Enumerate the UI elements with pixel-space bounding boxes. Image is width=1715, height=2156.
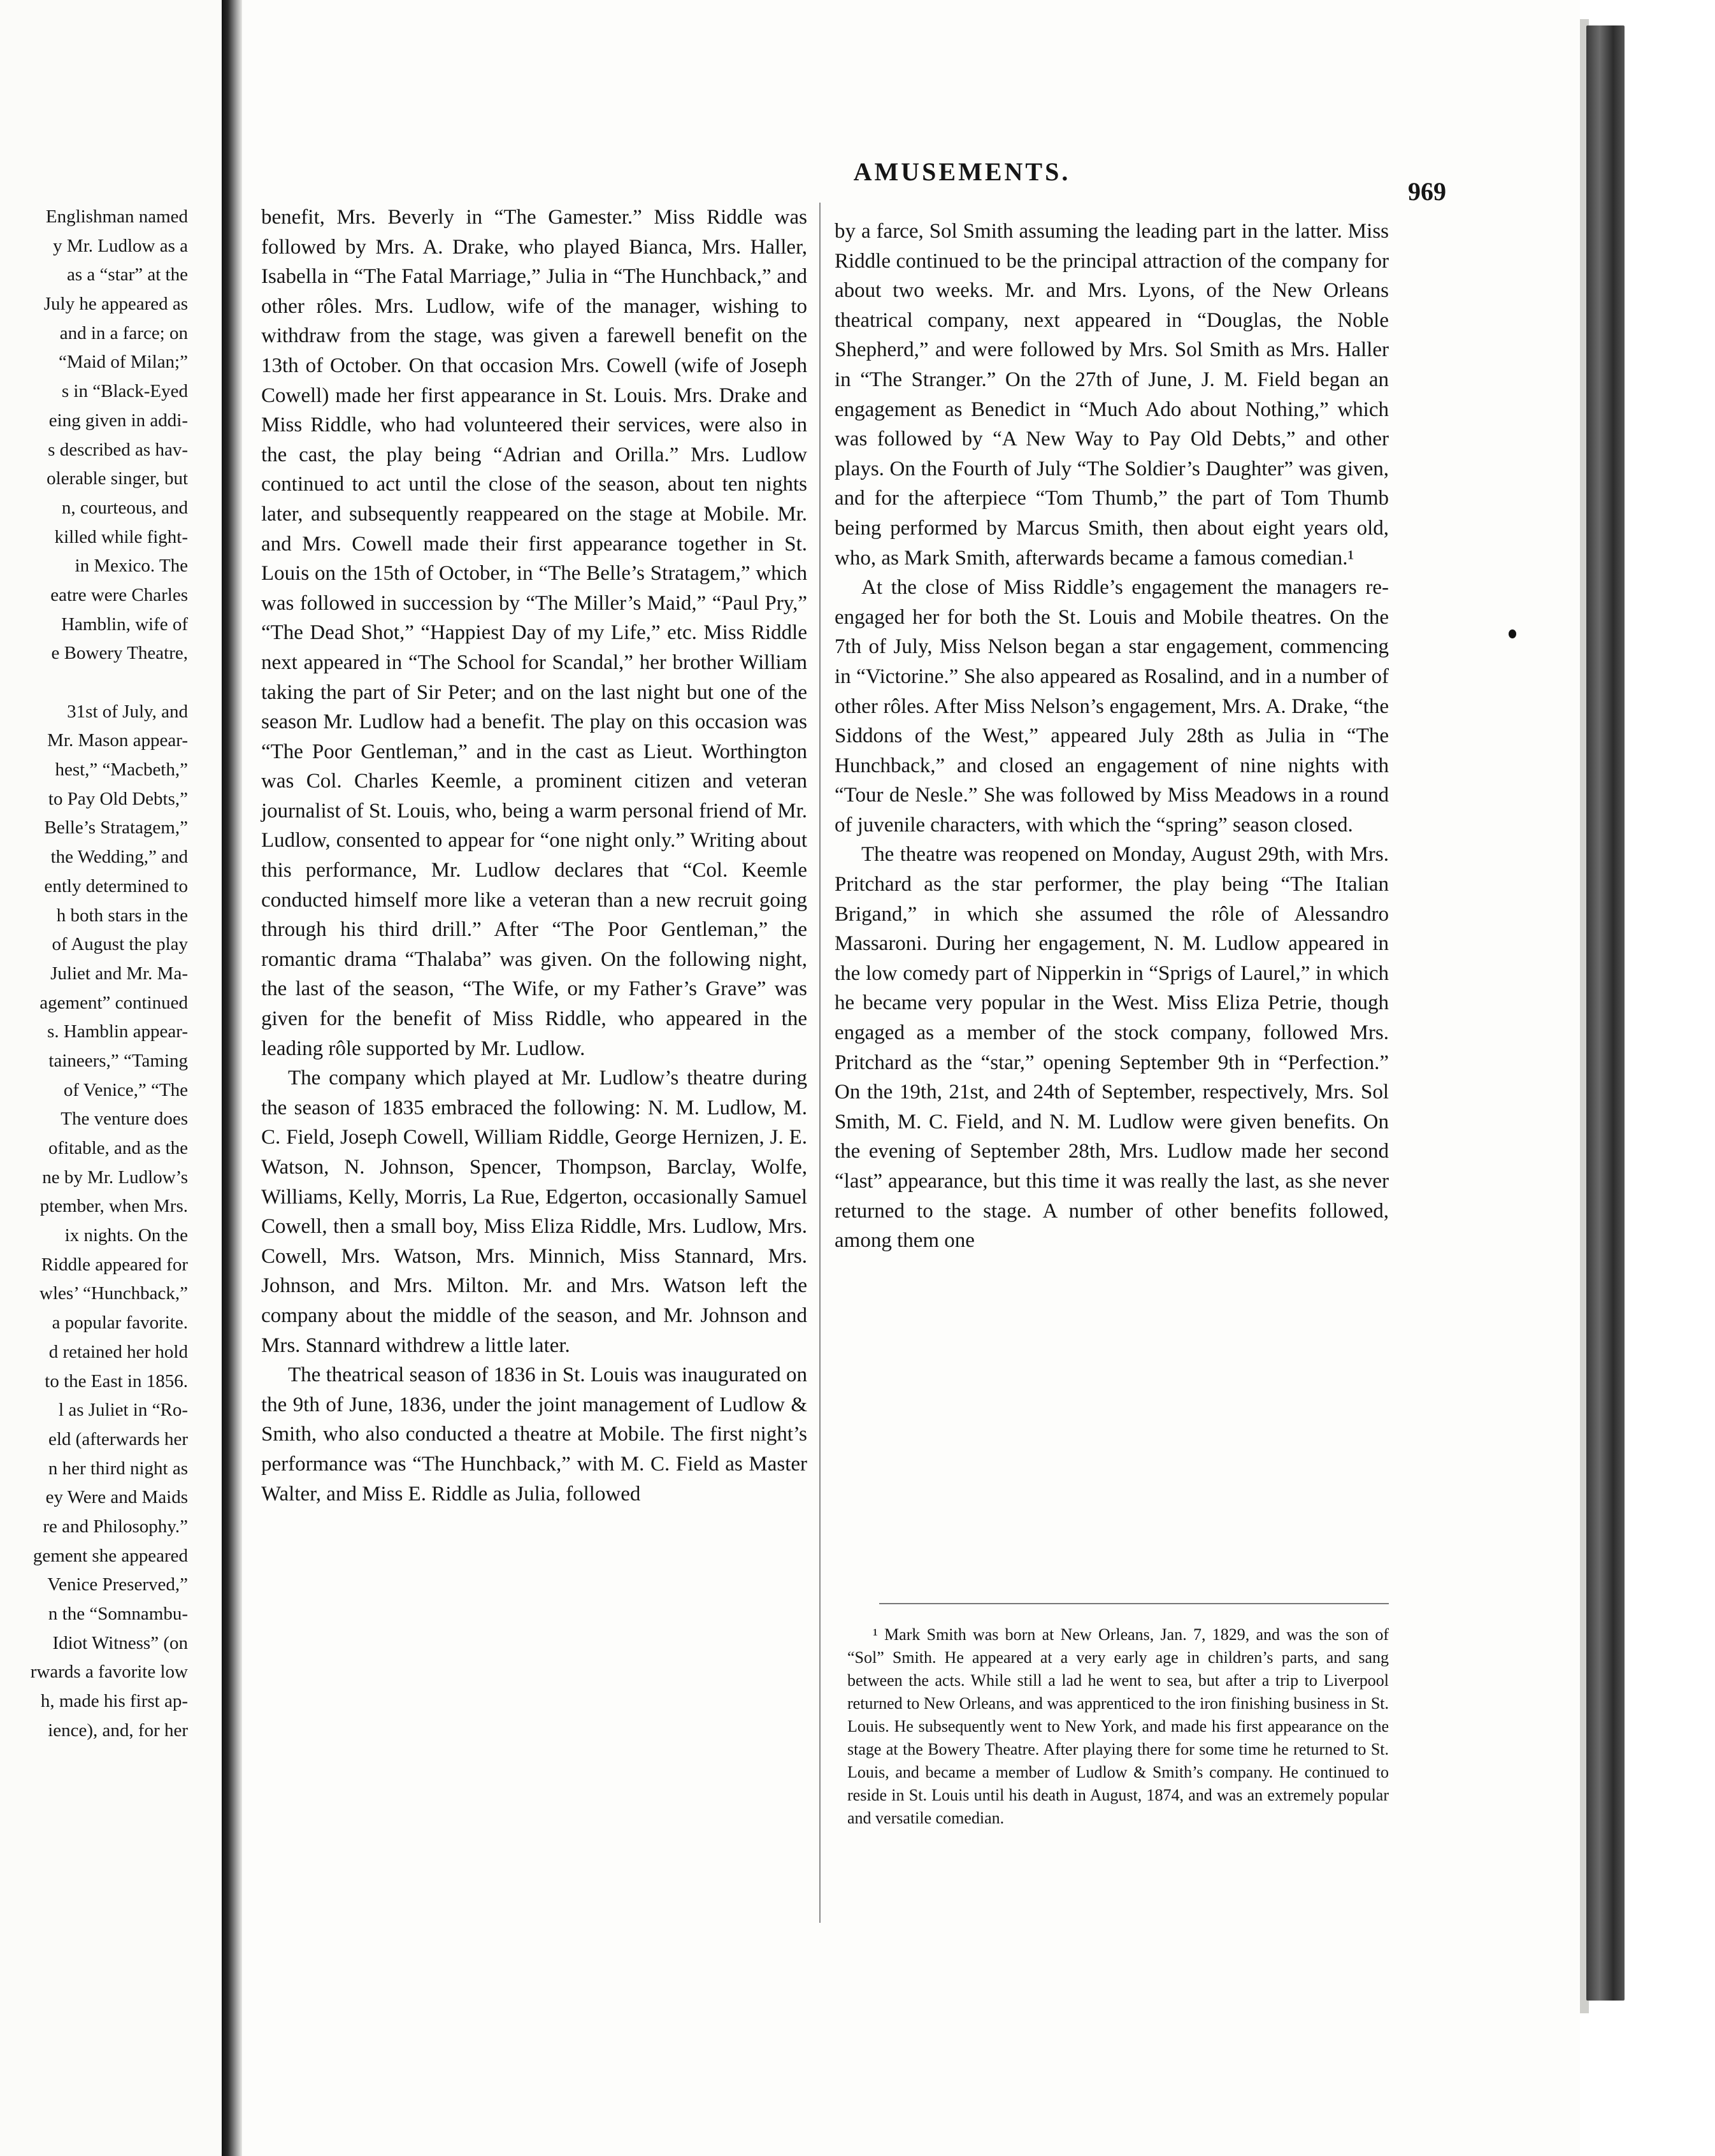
footnote [847, 1623, 1389, 1830]
book-gutter [222, 0, 242, 2156]
main-page [242, 0, 1580, 2156]
facing-page-line: ne by Mr. Ludlow’s [42, 1167, 188, 1188]
facing-page-line: s in “Black-Eyed [61, 381, 188, 402]
facing-page-line: eld (afterwards her [48, 1428, 188, 1449]
facing-page-line: of Venice,” “The [63, 1079, 188, 1100]
footnote-rule [879, 1603, 1389, 1604]
facing-page-line: and in a farce; on [59, 322, 188, 343]
facing-page-line: 31st of July, and [67, 701, 188, 722]
facing-page-line: s. Hamblin appear- [47, 1021, 188, 1042]
facing-page-line: hest,” “Macbeth,” [55, 759, 188, 780]
facing-page-line: Riddle appeared for [41, 1254, 188, 1275]
facing-page-line [0, 668, 188, 698]
facing-page-line: Hamblin, wife of [61, 614, 188, 635]
paragraph: The theatrical season of 1836 in St. Louis was inaugurated on the 9th of June, 1836, under the joint management of Ludlow & Smith, who also conducted a theatre at Mobile. The first night’s performance was “The Hunchback,” with M. C. Field as Master Walter, and Miss E. Riddle as Julia, followed [261, 1363, 807, 1506]
facing-page-line: taineers,” “Taming [48, 1050, 188, 1071]
facing-page-line: n, courteous, and [61, 497, 188, 518]
facing-page-line: in Mexico. The [75, 556, 188, 577]
facing-page-line: wles’ “Hunchback,” [39, 1283, 188, 1304]
facing-page-line: s described as hav- [48, 439, 188, 460]
paragraph: benefit, Mrs. Beverly in “The Gamester.” Miss Riddle was followed by Mrs. A. Drake, who played Bianca, Mrs. Haller, Isabella in “The Fatal Marriage,” Julia in “The Hunchback,” and other rôles. Mrs. Ludlow, wife of the manager, wishing to withdraw from the stage, was given a farewell benefit on the 13th of October. On that occasion Mrs. Cowell (wife of Joseph Cowell) made her first appearance in St. Louis. Mrs. Drake and Miss Riddle, who had volunteered their services, were also in the cast, the play being “Adrian and Orilla.” Mrs. Ludlow continued to act until the close of the season, about ten nights later, and subsequently reappeared on the stage at Mobile. Mr. and Mrs. Cowell made their first appearance together in St. Louis on the 15th of October, in “The Belle’s Stratagem,” which was followed in succession by “The Miller’s Maid,” “Paul Pry,” “The Dead Shot,” “Happiest Day of my Life,” etc. Miss Riddle next appeared in “The School for Scandal,” her brother William taking the part of Sir Peter; and on the last night but one of the season Mr. Ludlow had a benefit. The play on this occasion was “The Poor Gentleman,” and in the cast as Lieut. Worthington was Col. Charles Keemle, a prominent citizen and veteran journalist of St. Louis, who, being a warm personal friend of Mr. Ludlow, consented to appear for “one night only.” Writing about this performance, Mr. Ludlow declares that “Col. Keemle conducted himself more like a veteran than a new recruit going through his third drill.” After “The Poor Gentleman,” the romantic drama “Thalaba” was given. On the following night, the last of the season, “The Wife, or my Father’s Grave” was given for the benefit of Miss Riddle, who appeared in the leading rôle supported by Mr. Ludlow. [261, 206, 807, 1060]
running-head: AMUSEMENTS. [853, 157, 1071, 186]
footnote-text: ¹ Mark Smith was born at New Orleans, Jan. 7, 1829, and was the son of “Sol” Smith. He appeared at a very early age in children’s parts, and sang between the acts. While still a lad he went to sea, but after a trip to Liverpool returned to New Orleans, and was apprenticed to the iron finishing business in St. Louis. He subsequently went to New York, and made his first appearance on the stage at the Bowery Theatre. After playing there for some time he returned to St. Louis, and became a member of Ludlow & Smith’s company. He continued to reside in St. Louis until his death in August, 1874, and was an extremely popular and versatile comedian. [847, 1625, 1389, 1827]
book-page-edge [1580, 0, 1715, 2156]
facing-page-line: d retained her hold [48, 1341, 188, 1362]
facing-page-line: rwards a favorite low [30, 1662, 188, 1683]
facing-page-line: n the “Somnambu- [48, 1604, 188, 1624]
page-number: 969 [1408, 177, 1446, 206]
facing-page-line: a popular favorite. [52, 1312, 188, 1333]
facing-page-line: ptember, when Mrs. [39, 1196, 188, 1217]
facing-page-line: agement” continued [39, 992, 188, 1013]
facing-page-line: to Pay Old Debts,” [48, 788, 188, 809]
facing-page-line: killed while fight- [54, 526, 188, 547]
paragraph: At the close of Miss Riddle’s engagement the managers re-engaged her for both the St. Louis and Mobile theatres. On the 7th of July, Miss Nelson began a star engagement, commencing in “Victorine.” She also appeared as Rosalind, and in a number of other rôles. After Miss Nelson’s engagement, Mrs. A. Drake, “the Siddons of the West,” appeared July 28th as Julia in “The Hunchback,” and closed an engagement of nine nights with “Tour de Nesle.” She was followed by Miss Meadows in a round of juvenile characters, with which the “spring” season closed. [835, 576, 1389, 837]
facing-page-line: Idiot Witness” (on [52, 1632, 188, 1653]
facing-page-line: as a “star” at the [66, 264, 188, 285]
facing-page-line: Belle’s Stratagem,” [44, 817, 188, 838]
facing-page-line: l as Juliet in “Ro- [59, 1400, 188, 1421]
column-divider [819, 203, 821, 1923]
facing-page-line: ently determined to [44, 875, 188, 896]
facing-page-line: e Bowery Theatre, [51, 643, 188, 664]
facing-page-line: The venture does [61, 1109, 188, 1130]
right-column [835, 217, 1389, 1256]
facing-page-line: n her third night as [48, 1458, 188, 1479]
facing-page-line: h, made his first ap- [40, 1691, 188, 1712]
facing-page-line: the Wedding,” and [50, 847, 188, 868]
facing-page-line: ey Were and Maids [45, 1487, 188, 1508]
facing-page-line: “Maid of Milan;” [59, 352, 188, 373]
facing-page-line: ofitable, and as the [48, 1138, 188, 1158]
facing-page-line: y Mr. Ludlow as a [53, 235, 188, 256]
facing-page-line: ience), and, for her [48, 1720, 188, 1741]
facing-page-line: re and Philosophy.” [43, 1516, 188, 1537]
facing-page-line: h both stars in the [56, 905, 188, 926]
page-edge-shadow [1586, 25, 1625, 2001]
facing-page-line: gement she appeared [32, 1545, 188, 1566]
paragraph: The theatre was reopened on Monday, August 29th, with Mrs. Pritchard as the star performer, the play being “The Italian Brigand,” in which she assumed the rôle of Alessandro Massaroni. During her engagement, N. M. Ludlow appeared in the low comedy part of Nipperkin in “Sprigs of Laurel,” in which he became very popular in the West. Miss Eliza Petrie, though engaged as a member of the stock company, followed Mrs. Pritchard as the “star,” opening September 9th in “Perfection.” On the 19th, 21st, and 24th of September, respectively, Mrs. Sol Smith, M. C. Field, and N. M. Ludlow were given benefits. On the evening of September 28th, Mrs. Ludlow made her second “last” appearance, but this time it was really the last, as she never returned to the stage. A number of other benefits followed, among them one [835, 843, 1389, 1253]
facing-page-line: July he appeared as [43, 294, 188, 315]
facing-page-text [0, 203, 188, 1745]
facing-page-line: of August the play [52, 934, 188, 955]
paragraph: The company which played at Mr. Ludlow’s theatre during the season of 1835 embraced the following: N. M. Ludlow, M. C. Field, Joseph Cowell, William Riddle, George Hernizen, J. E. Watson, N. Johnson, Spencer, Thompson, Barclay, Wolfe, Williams, Kelly, Morris, La Rue, Edgerton, occasionally Samuel Cowell, then a small boy, Miss Eliza Riddle, Mrs. Ludlow, Mrs. Cowell, Mrs. Watson, Mrs. Minnich, Miss Stannard, Mrs. Johnson, and Mrs. Milton. Mr. and Mrs. Watson left the company about the middle of the season, and Mr. Johnson and Mrs. Stannard withdrew a little later. [261, 1067, 807, 1357]
facing-page-line: Venice Preserved,” [47, 1574, 188, 1595]
facing-page-line: eing given in addi- [48, 410, 188, 431]
facing-page-line: Mr. Mason appear- [47, 730, 188, 751]
facing-page-line: olerable singer, but [47, 468, 188, 489]
facing-page-line: Juliet and Mr. Ma- [50, 963, 188, 984]
paragraph: by a farce, Sol Smith assuming the leading part in the latter. Miss Riddle continued to be the principal attraction of the company for about two weeks. Mr. and Mrs. Lyons, of the New Orleans theatrical company, next appeared in “Douglas, the Noble Shepherd,” and were followed by Mrs. Sol Smith as Mrs. Haller in “The Stranger.” On the 27th of June, J. M. Field began an engagement as Benedict in “Much Ado about Nothing,” which was followed by “A New Way to Pay Old Debts,” and other plays. On the Fourth of July “The Soldier’s Daughter” was given, and for the afterpiece “Tom Thumb,” the part of Tom Thumb being performed by Marcus Smith, then about eight years old, who, as Mark Smith, afterwards became a famous comedian.¹ [835, 220, 1389, 570]
facing-page-line: ix nights. On the [64, 1225, 188, 1246]
left-column [261, 203, 807, 1509]
facing-page-line: to the East in 1856. [45, 1370, 188, 1391]
ink-speck [1509, 629, 1516, 638]
facing-page-line: Englishman named [45, 206, 188, 227]
facing-page-fragment [0, 0, 242, 2156]
facing-page-line: eatre were Charles [50, 584, 188, 605]
